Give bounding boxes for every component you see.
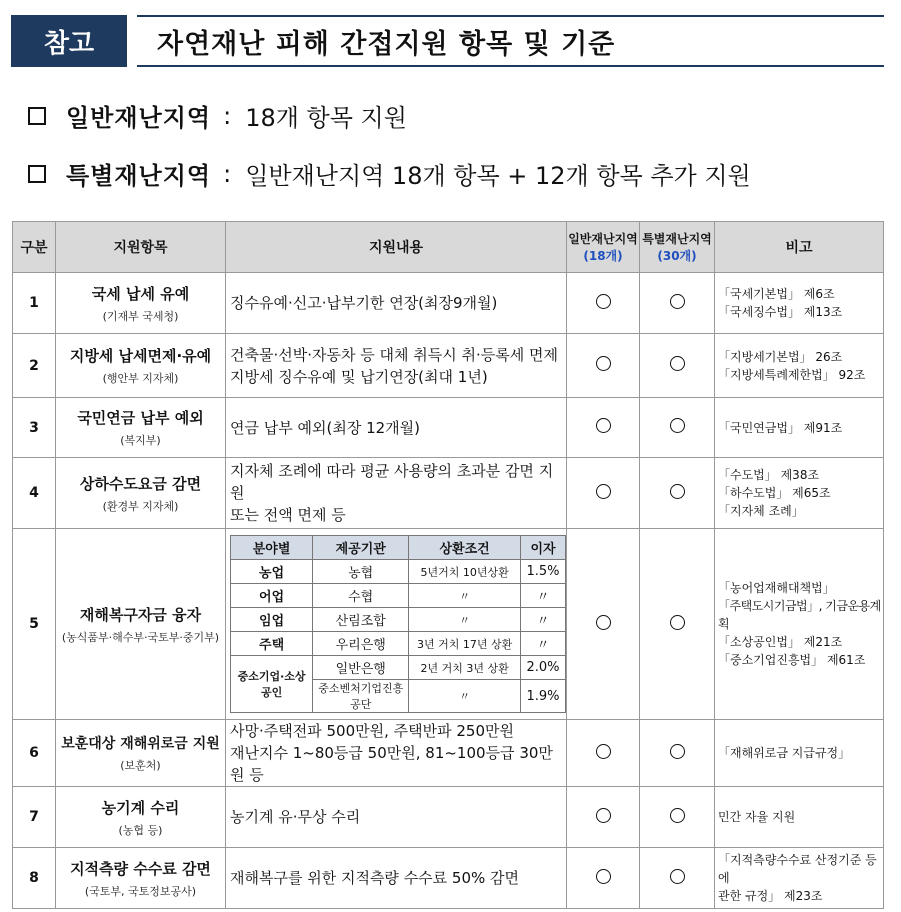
row-content [226,334,567,398]
item-title: 재해복구자금 융자 [79,605,202,624]
item-title: 지적측량 수수료 감면 [70,859,211,878]
general-mark [567,458,640,529]
row-content-loan [226,529,567,720]
special-mark [640,848,715,909]
table-row [13,848,884,909]
loan-table [230,535,566,713]
loan-provider: 우리은행 [313,632,409,656]
content-line: 연금 납부 예외(최장 12개월) [230,418,420,437]
content-line: 재해복구를 위한 지적측량 수수료 50% 감면 [230,869,520,887]
general-mark [567,273,640,334]
bullet-label: 일반재난지역 [66,104,212,132]
item-agency: (농협 등) [118,823,163,837]
loan-provider: 농협 [313,560,409,584]
general-mark [567,720,640,787]
bullet-separator: : [223,101,232,130]
table-header-row [13,222,884,273]
circle-icon [596,294,611,309]
loan-field: 농업 [231,560,313,584]
row-content [226,273,567,334]
loan-header-row [231,536,566,560]
row-content [226,848,567,909]
support-table [12,221,884,909]
remark-line: 「하수도법」 제65조 [718,486,831,500]
content-line: 농기계 유·무상 수리 [230,808,361,826]
circle-icon [596,808,611,823]
content-line: 지방세 징수유예 및 납기연장(최대 1년) [230,367,488,386]
header-general-count: (18개) [583,249,623,263]
circle-icon [670,356,685,371]
loan-provider: 중소벤처기업진흥공단 [313,680,409,713]
bullet-text: 18개 항목 지원 [245,104,407,132]
bullet-general [28,98,407,133]
remark-line: 「농어업재해대책법」 [718,581,835,595]
content-line: 징수유예·신고·납부기한 연장(최장9개월) [230,294,498,312]
row-item [56,529,226,720]
item-agency: (기재부 국세청) [102,309,179,323]
item-title: 상하수도요금 감면 [79,474,202,493]
circle-icon [670,808,685,823]
reference-tag: 참고 [11,15,127,67]
loan-rate: 2.0% [521,656,566,680]
loan-header-field: 분야별 [231,536,313,560]
bullet-text: 일반재난지역 18개 항목 + 12개 항목 추가 지원 [245,162,751,190]
header-content: 지원내용 [226,222,567,273]
loan-rate: 〃 [521,608,566,632]
row-item [56,848,226,909]
general-mark [567,529,640,720]
row-remarks [715,720,884,787]
square-bullet-icon [28,165,46,183]
table-row [13,273,884,334]
special-mark [640,787,715,848]
loan-field: 중소기업·소상공인 [231,656,313,713]
header-item: 지원항목 [56,222,226,273]
row-remarks [715,458,884,529]
loan-terms: 〃 [409,608,521,632]
remark-line: 「국세기본법」 제6조 [718,287,835,301]
row-number: 3 [13,398,56,458]
circle-icon [596,615,611,630]
circle-icon [596,869,611,884]
loan-terms: 2년 거치 3년 상환 [409,656,521,680]
loan-terms: 5년거치 10년상환 [409,560,521,584]
page-title: 자연재난 피해 간접지원 항목 및 기준 [157,28,616,60]
loan-rate: 〃 [521,584,566,608]
table-row [13,529,884,720]
item-agency: (국토부, 국토정보공사) [84,884,197,898]
row-number: 4 [13,458,56,529]
row-content [226,787,567,848]
section-header [11,15,884,67]
row-number: 8 [13,848,56,909]
row-number: 2 [13,334,56,398]
loan-rate: 1.5% [521,560,566,584]
remark-line: 「중소기업진흥법」 제61조 [718,653,866,667]
row-content [226,398,567,458]
loan-row [231,656,566,680]
loan-provider: 수협 [313,584,409,608]
bullet-separator: : [223,159,232,188]
row-number: 5 [13,529,56,720]
header-remarks: 비고 [715,222,884,273]
table-row [13,787,884,848]
item-title: 농기계 수리 [101,798,180,817]
circle-icon [670,869,685,884]
table-row [13,334,884,398]
row-number: 7 [13,787,56,848]
circle-icon [596,418,611,433]
row-remarks [715,787,884,848]
row-item [56,273,226,334]
header-general [567,222,640,273]
row-item [56,398,226,458]
loan-rate: 〃 [521,632,566,656]
item-agency: (농식품부·해수부·국토부·중기부) [61,630,220,644]
special-mark [640,334,715,398]
general-mark [567,398,640,458]
loan-field: 임업 [231,608,313,632]
row-item [56,787,226,848]
row-item [56,720,226,787]
header-special-count: (30개) [657,249,697,263]
remark-line: 「주택도시기금법」, 기금운용계획 [718,599,881,631]
loan-terms: 〃 [409,680,521,713]
special-mark [640,529,715,720]
header-general-label: 일반재난지역 [568,232,638,246]
row-remarks [715,848,884,909]
loan-field: 어업 [231,584,313,608]
row-content [226,720,567,787]
item-title: 지방세 납세면제·유예 [69,347,212,365]
header-special-label: 특별재난지역 [642,232,712,246]
row-remarks [715,398,884,458]
header-category: 구분 [13,222,56,273]
general-mark [567,848,640,909]
loan-field: 주택 [231,632,313,656]
loan-terms: 〃 [409,584,521,608]
loan-rate: 1.9% [521,680,566,713]
content-line: 또는 전액 면제 등 [230,506,346,524]
row-item [56,458,226,529]
content-line: 재난지수 1~80등급 50만원, 81~100등급 30만원 등 [230,744,553,784]
circle-icon [596,744,611,759]
loan-provider: 산림조합 [313,608,409,632]
loan-header-terms: 상환조건 [409,536,521,560]
row-item [56,334,226,398]
item-agency: (행안부 지자체) [102,372,179,385]
item-agency: (보훈처) [120,759,161,772]
bullet-label: 특별재난지역 [66,162,212,190]
circle-icon [670,294,685,309]
header-special [640,222,715,273]
table-row [13,720,884,787]
content-line: 지자체 조례에 따라 평균 사용량의 초과분 감면 지원 [230,462,554,502]
remark-line: 「지방세특례제한법」 92조 [718,367,866,382]
remark-line: 민간 자율 지원 [718,810,796,824]
row-remarks [715,334,884,398]
circle-icon [670,484,685,499]
remark-line: 관한 규정」 제23조 [718,889,823,903]
loan-header-rate: 이자 [521,536,566,560]
remark-line: 「수도법」 제38조 [718,468,820,482]
general-mark [567,787,640,848]
table-row [13,458,884,529]
loan-row [231,608,566,632]
row-remarks [715,273,884,334]
item-title: 국민연금 납부 예외 [77,409,204,427]
loan-terms: 3년 거치 17년 상환 [409,632,521,656]
remark-line: 「재해위로금 지급규정」 [718,746,851,760]
remark-line: 「국세징수법」 제13조 [718,305,843,319]
special-mark [640,398,715,458]
item-title: 국세 납세 유예 [91,284,190,303]
item-agency: (환경부 지자체) [102,499,179,513]
loan-row [231,560,566,584]
row-number: 1 [13,273,56,334]
circle-icon [670,615,685,630]
circle-icon [596,484,611,499]
loan-row [231,584,566,608]
square-bullet-icon [28,107,46,125]
row-number: 6 [13,720,56,787]
remark-line: 「지자체 조례」 [718,504,804,518]
loan-provider: 일반은행 [313,656,409,680]
content-line: 사망·주택전파 500만원, 주택반파 250만원 [230,722,514,740]
circle-icon [596,356,611,371]
special-mark [640,273,715,334]
item-title: 보훈대상 재해위로금 지원 [61,736,220,752]
remark-line: 「지적측량수수료 산정기준 등에 [718,853,877,885]
item-agency: (복지부) [120,434,161,447]
loan-row [231,632,566,656]
remark-line: 「지방세기본법」 26조 [718,349,843,364]
table-row [13,398,884,458]
circle-icon [670,744,685,759]
circle-icon [670,418,685,433]
remark-line: 「국민연금법」 제91조 [718,420,843,435]
bullet-special [28,156,751,191]
loan-header-provider: 제공기관 [313,536,409,560]
row-remarks [715,529,884,720]
special-mark [640,458,715,529]
content-line: 건축물·선박·자동차 등 대체 취득시 취·등록세 면제 [230,345,558,364]
remark-line: 「소상공인법」 제21조 [718,635,843,649]
row-content [226,458,567,529]
general-mark [567,334,640,398]
special-mark [640,720,715,787]
